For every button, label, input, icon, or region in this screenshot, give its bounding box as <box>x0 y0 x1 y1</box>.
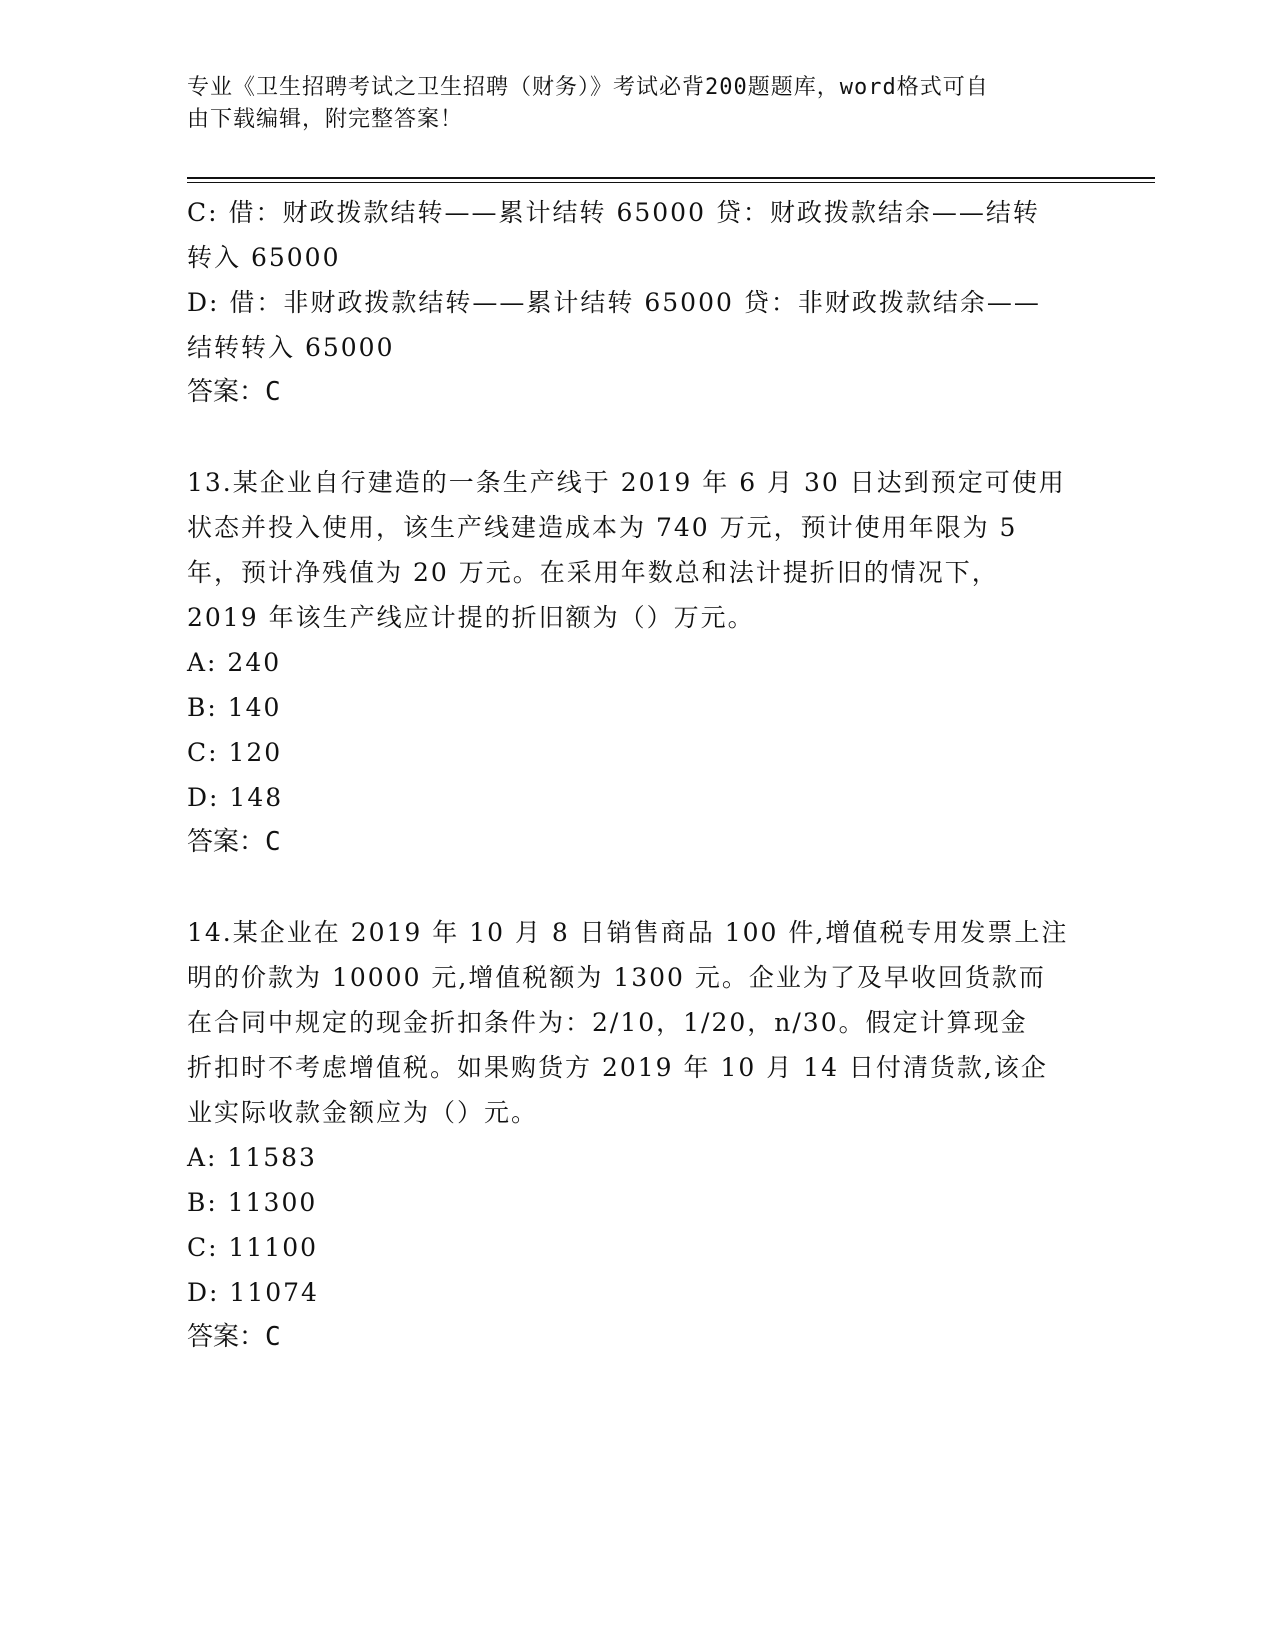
header-divider-thin <box>187 182 1155 183</box>
option-d: D: 148 <box>187 783 284 812</box>
header-line-1: 专业《卫生招聘考试之卫生招聘（财务）》考试必背200题题库，word格式可自 <box>187 75 989 100</box>
answer: 答案：C <box>187 377 281 407</box>
question-13 <box>187 460 1077 865</box>
option-c-line-1: C: 借：财政拨款结转——累计结转 65000 贷：财政拨款结余——结转 <box>187 198 1040 227</box>
header-divider <box>187 177 1155 179</box>
header-line-2: 由下载编辑，附完整答案！ <box>187 107 464 132</box>
spacer <box>187 415 1077 460</box>
question-list <box>187 190 1077 1360</box>
option-b: B: 140 <box>187 693 282 722</box>
option-c: C: 120 <box>187 738 283 767</box>
option-d-line-2: 结转转入 65000 <box>187 333 395 362</box>
question-stem-line: 14.某企业在 2019 年 10 月 8 日销售商品 100 件,增值税专用发票上注 <box>187 918 1069 947</box>
question-stem-line: 折扣时不考虑增值税。如果购货方 2019 年 10 月 14 日付清货款,该企 <box>187 1053 1048 1082</box>
document-header <box>187 72 1067 136</box>
option-a: A: 240 <box>187 648 282 677</box>
question-stem-line: 状态并投入使用，该生产线建造成本为 740 万元，预计使用年限为 5 <box>187 513 1018 542</box>
question-stem-line: 13.某企业自行建造的一条生产线于 2019 年 6 月 30 日达到预定可使用 <box>187 468 1066 497</box>
option-c: C: 11100 <box>187 1233 319 1262</box>
question-stem-line: 明的价款为 10000 元,增值税额为 1300 元。企业为了及早收回货款而 <box>187 963 1046 992</box>
option-b: B: 11300 <box>187 1188 318 1217</box>
answer: 答案：C <box>187 1322 281 1352</box>
question-stem-line: 在合同中规定的现金折扣条件为：2/10，1/20，n/30。假定计算现金 <box>187 1008 1028 1037</box>
question-stem-line: 年，预计净残值为 20 万元。在采用年数总和法计提折旧的情况下， <box>187 558 999 587</box>
option-c-line-2: 转入 65000 <box>187 243 341 272</box>
spacer <box>187 865 1077 910</box>
option-d-line-1: D: 借：非财政拨款结转——累计结转 65000 贷：非财政拨款结余—— <box>187 288 1041 317</box>
option-a: A: 11583 <box>187 1143 317 1172</box>
option-d: D: 11074 <box>187 1278 319 1307</box>
question-12-tail <box>187 190 1077 415</box>
question-stem-line: 业实际收款金额应为（）元。 <box>187 1098 539 1127</box>
answer: 答案：C <box>187 827 281 857</box>
question-stem-line: 2019 年该生产线应计提的折旧额为（）万元。 <box>187 603 755 632</box>
question-14 <box>187 910 1077 1360</box>
